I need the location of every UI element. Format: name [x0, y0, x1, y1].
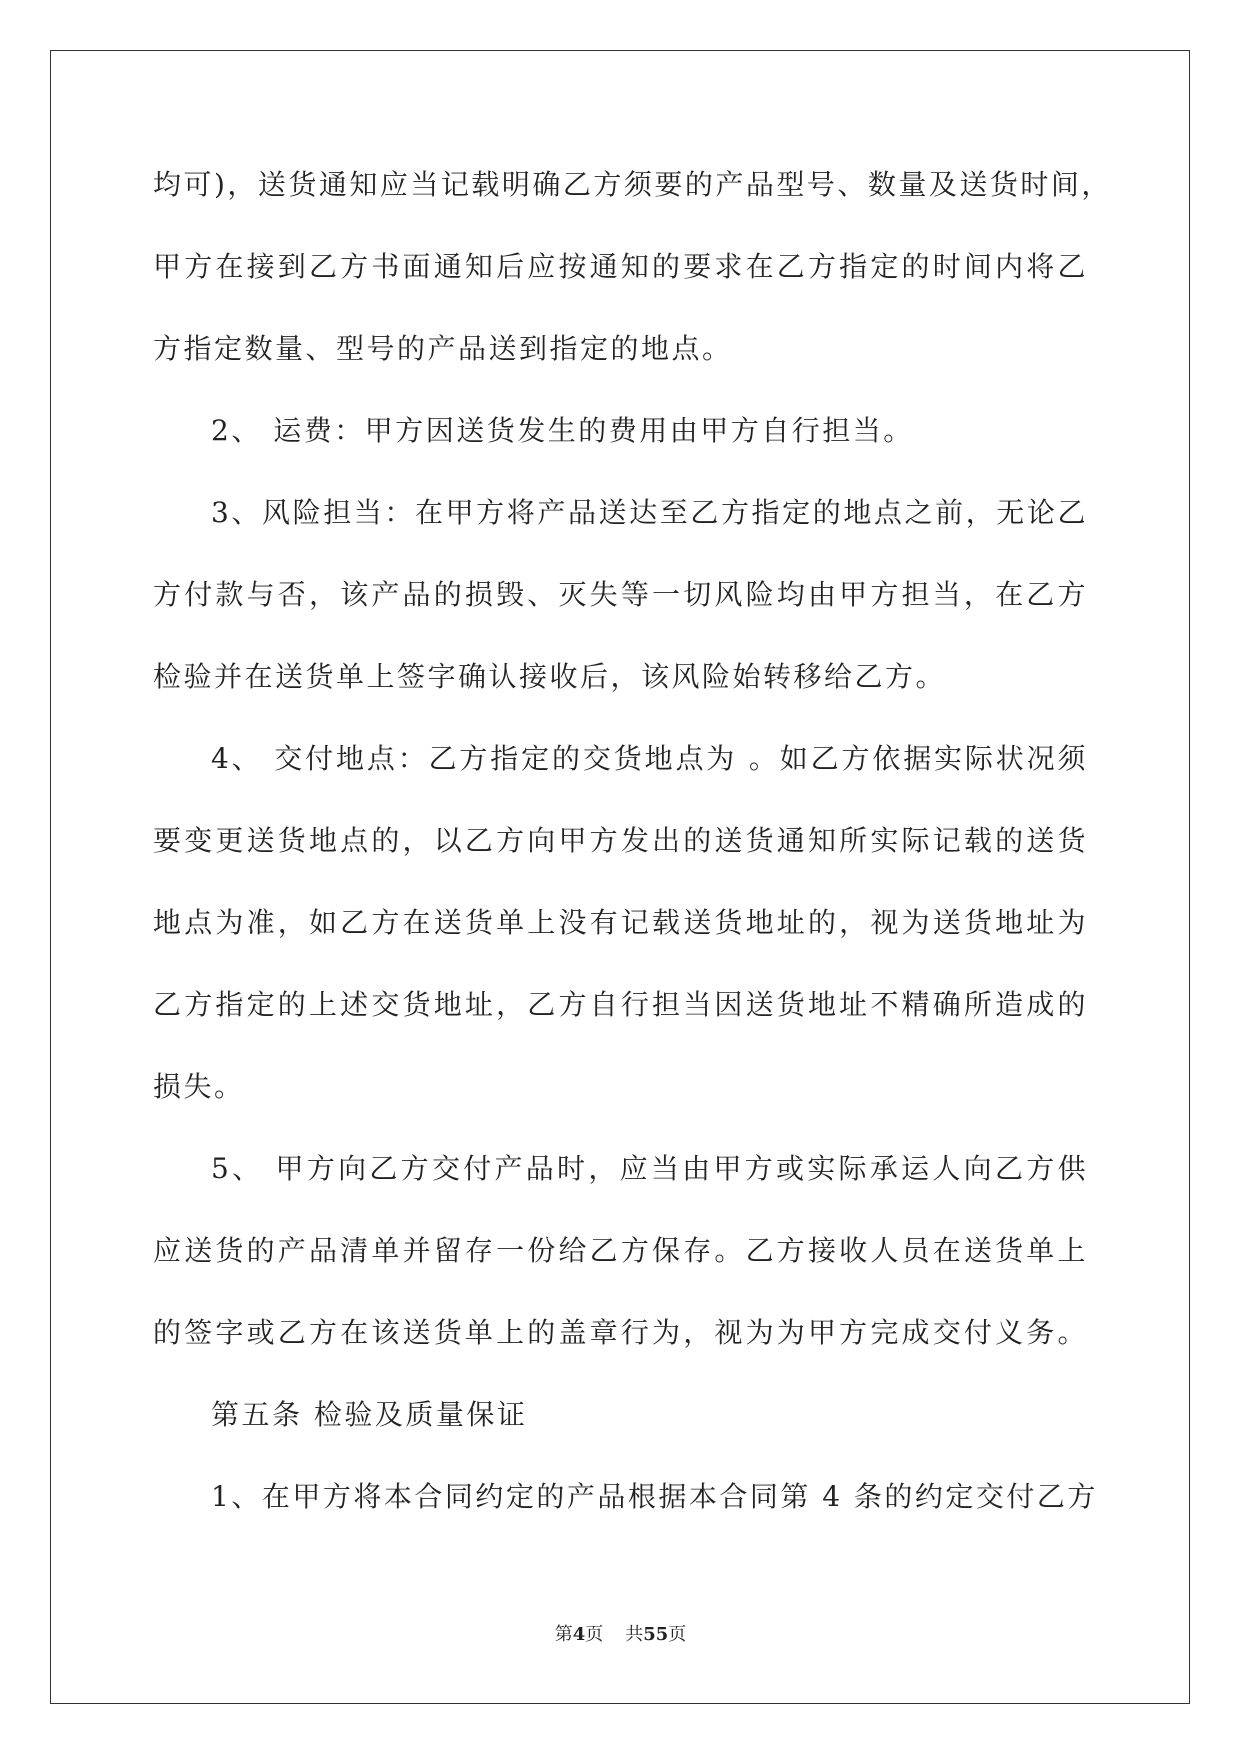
text-line-3: 方指定数量、型号的产品送到指定的地点。: [153, 332, 733, 365]
clause-2-freight: 2、 运费：甲方因送货发生的费用由甲方自行担当。: [211, 414, 914, 447]
footer-total-prefix: 共: [625, 1624, 644, 1645]
article-5-heading: 第五条 检验及质量保证: [211, 1398, 528, 1431]
footer-page-prefix: 第: [554, 1624, 573, 1645]
text-line-15: 的签字或乙方在该送货单上的盖章行为，视为为甲方完成交付义务。: [153, 1316, 1088, 1349]
text-line-12: 损失。: [153, 1070, 245, 1103]
footer-page-total: 55: [643, 1624, 669, 1645]
text-line-14: 应送货的产品清单并留存一份给乙方保存。乙方接收人员在送货单上: [153, 1234, 1088, 1267]
clause-5-delivery: 5、 甲方向乙方交付产品时，应当由甲方或实际承运人向乙方供: [211, 1152, 1088, 1185]
article-5-clause-1: 1、在甲方将本合同约定的产品根据本合同第 4 条的约定交付乙方: [211, 1480, 1098, 1513]
text-line-11: 乙方指定的上述交货地址，乙方自行担当因送货地址不精确所造成的: [153, 988, 1088, 1021]
document-body: [153, 165, 1112, 1559]
text-line-6: 方付款与否，该产品的损毁、灭失等一切风险均由甲方担当，在乙方: [153, 578, 1088, 611]
page-footer: [0, 1620, 1241, 1646]
text-line-1: 均可)，送货通知应当记载明确乙方须要的产品型号、数量及送货时间，: [153, 168, 1112, 201]
footer-total-suffix: 页: [668, 1624, 687, 1645]
footer-page-current: 4: [572, 1624, 586, 1645]
footer-page-suffix: 页: [585, 1624, 604, 1645]
text-line-10: 地点为准，如乙方在送货单上没有记载送货地址的，视为送货地址为: [153, 906, 1088, 939]
clause-3-risk: 3、风险担当：在甲方将产品送达至乙方指定的地点之前，无论乙: [211, 496, 1088, 529]
clause-4-delivery-place: 4、 交付地点：乙方指定的交货地点为 。如乙方依据实际状况须: [211, 742, 1088, 775]
text-line-2: 甲方在接到乙方书面通知后应按通知的要求在乙方指定的时间内将乙: [153, 250, 1088, 283]
text-line-9: 要变更送货地点的，以乙方向甲方发出的送货通知所实际记载的送货: [153, 824, 1088, 857]
text-line-7: 检验并在送货单上签字确认接收后，该风险始转移给乙方。: [153, 660, 947, 693]
